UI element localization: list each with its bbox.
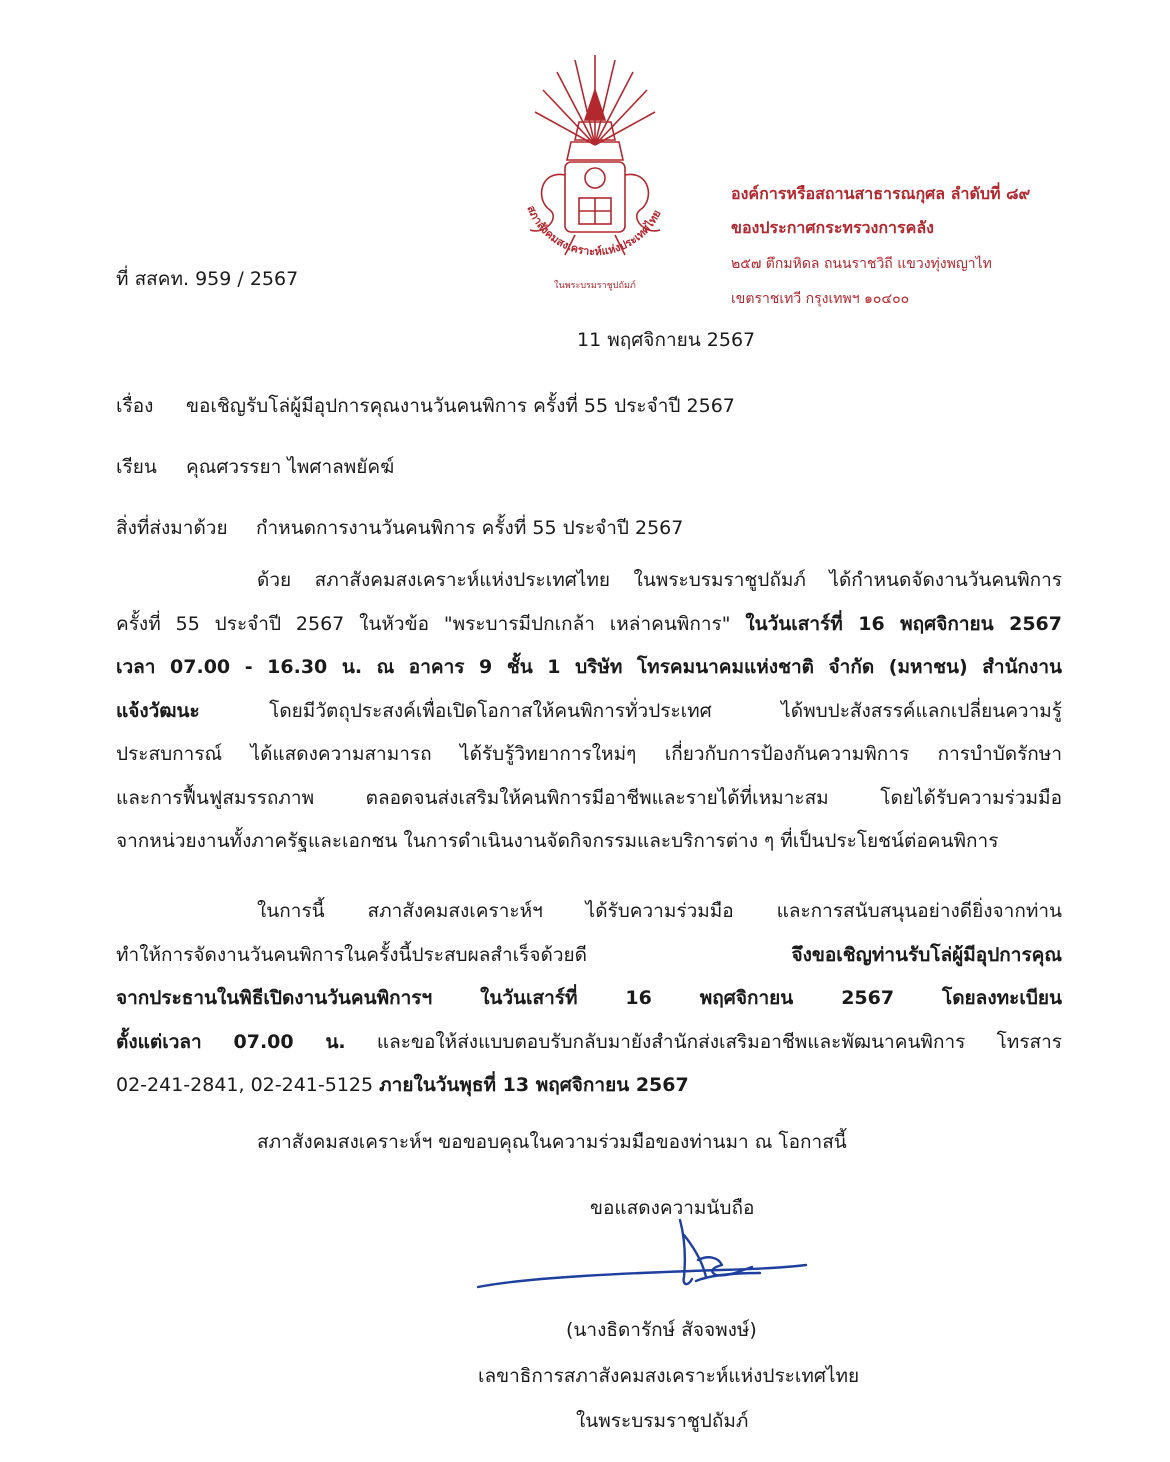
enclosure-text: กำหนดการงานวันคนพิการ ครั้งที่ 55 ประจำปี 2567 [256,517,684,539]
org-address-2: เขตราชเทวี กรุงเทพฯ ๑๐๔๐๐ [731,291,910,307]
emblem-sub-text: ในพระบรมราชูปถัมภ์ [554,281,636,291]
enclosure-label: สิ่งที่ส่งมาด้วย [116,517,228,539]
p2-line-1: ในการนี้ สภาสังคมสงเคราะห์ฯ ได้รับความร่วมมือ และการสนับสนุนอย่างดียิ่งจากท่าน [257,900,1062,922]
p1-line-1: ด้วย สภาสังคมสงเคราะห์แห่งประเทศไทย ในพระบรมราชูปถัมภ์ ได้กำหนดจัดงานวันคนพิการ [257,569,1062,591]
p1-line-5: ประสบการณ์ ได้แสดงความสามารถ ได้รับรู้วิทยาการใหม่ๆ เกี่ยวกับการป้องกันความพิการ การบำบัดรักษา [116,743,1062,765]
p2-line-5 [116,1064,1062,1108]
p1-line-4 [116,690,1062,734]
p1-line-2-text: ครั้งที่ 55 ประจำปี 2567 ในหัวข้อ "พระบารมีปกเกล้า เหล่าคนพิการ" [116,612,746,635]
body-paragraph-1 [116,559,1062,864]
p2-line-5-fax: 02-241-2841, 02-241-5125 [116,1074,380,1096]
p1-line-6: และการฟื้นฟูสมรรถภาพ ตลอดจนส่งเสริมให้คนพิการมีอาชีพและรายได้ที่เหมาะสม โดยได้รับความร่วมมือ [116,786,1062,809]
p1-line-2 [116,603,1062,647]
body-paragraph-2 [116,890,1062,1108]
p1-line-4-venue: แจ้งวัฒนะ [116,699,200,722]
p2-line-2-text: ทำให้การจัดงานวันคนพิการในครั้งนี้ประสบผลสำเร็จด้วยดี [116,943,792,966]
p2-line-5-deadline: ภายในวันพุธที่ 13 พฤศจิกายน 2567 [379,1074,689,1096]
letter-date: 11 พฤศจิกายน 2567 [577,329,756,351]
p2-line-4-time: ตั้งแต่เวลา 07.00 น. [116,1030,346,1053]
org-line-1: องค์การหรือสถานสาธารณกุศล ลำดับที่ ๘๙ [731,184,1031,203]
p2-line-4 [116,1021,1062,1065]
p1-line-7: จากหน่วยงานทั้งภาครัฐและเอกชน ในการดำเนินงานจัดกิจกรรมและบริการต่าง ๆ ที่เป็นประโยชน์ต่อคนพิการ [116,830,999,852]
subject-label: เรื่อง [116,395,154,417]
emblem-ring-text: สภาสังคมสงเคราะห์แห่งประเทศไทย [524,203,664,259]
p1-line-3: เวลา 07.00 - 16.30 น. ณ อาคาร 9 ชั้น 1 บริษัท โทรคมนาคมแห่งชาติ จำกัด (มหาชน) สำนักงาน [116,656,1062,678]
signer-name: (นางธิดารักษ์ สัจจพงษ์) [566,1319,757,1341]
org-address-1: ๒๕๗ ตึกมหิดล ถนนราชวิถี แขวงทุ่งพญาไท [731,256,992,272]
p1-line-4-text: โดยมีวัตถุประสงค์เพื่อเปิดโอกาสให้คนพิการทั่วประเทศ ได้พบปะสังสรรค์แลกเปลี่ยนความรู้ [199,699,1062,722]
signer-title-2: ในพระบรมราชูปถัมภ์ [576,1410,749,1432]
sign-off: ขอแสดงความนับถือ [590,1197,755,1219]
recipient-label: เรียน [116,456,157,478]
closing-thanks: สภาสังคมสงเคราะห์ฯ ขอขอบคุณในความร่วมมือของท่านมา ณ โอกาสนี้ [257,1131,847,1153]
p1-line-2-event-date: ในวันเสาร์ที่ 16 พฤศจิกายน 2567 [745,612,1062,635]
handwritten-signature [470,1215,810,1305]
signer-title: เลขาธิการสภาสังคมสงเคราะห์แห่งประเทศไทย [478,1365,860,1387]
p2-line-4-text: และขอให้ส่งแบบตอบรับกลับมายังสำนักส่งเสริมอาชีพและพัฒนาคนพิการ โทรสาร [345,1030,1062,1053]
sea-emblem-logo [505,50,685,295]
org-line-2: ของประกาศกระทรวงการคลัง [731,218,934,237]
reference-number: ที่ สสคท. 959 / 2567 [116,268,299,290]
p2-line-2-invite: จึงขอเชิญท่านรับโล่ผู้มีอุปการคุณ [791,943,1062,966]
subject-text: ขอเชิญรับโล่ผู้มีอุปการคุณงานวันคนพิการ ครั้งที่ 55 ประจำปี 2567 [186,395,735,417]
p2-line-2 [116,934,1062,978]
p2-line-3: จากประธานในพิธีเปิดงานวันคนพิการฯ ในวันเสาร์ที่ 16 พฤศจิกายน 2567 โดยลงทะเบียน [116,987,1062,1009]
recipient-name: คุณศวรรยา ไพศาลพยัคฆ์ [186,456,395,478]
